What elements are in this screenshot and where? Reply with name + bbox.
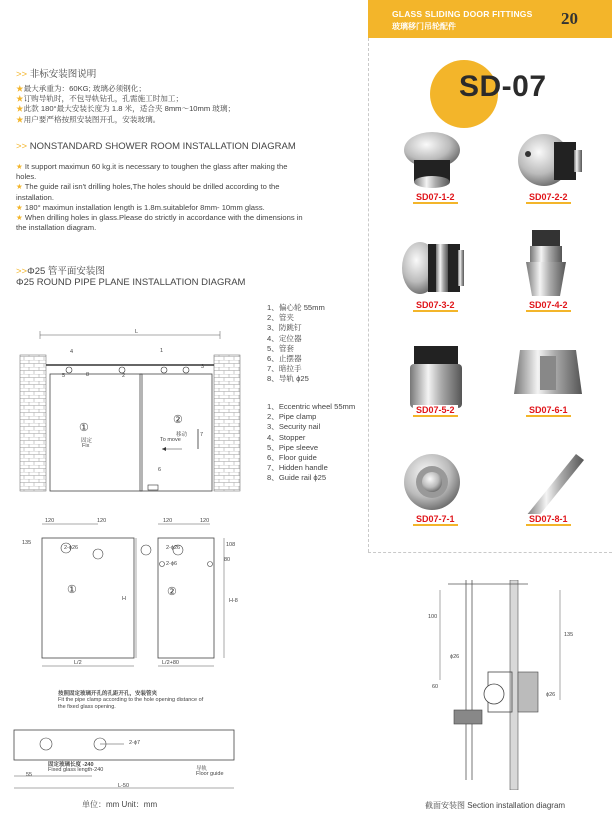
- label-move-cn: 移动: [176, 432, 188, 438]
- legend-cn: [267, 303, 363, 385]
- legend-item: 5、Pipe sleeve: [267, 442, 319, 452]
- hole-spec-rail: 2-ϕ7: [129, 740, 141, 746]
- section-caption: 截面安装图 Section installation diagram: [425, 801, 566, 810]
- sv-dim-26: ϕ26: [450, 654, 460, 660]
- legend-item: 7、暗拉手: [267, 364, 302, 374]
- callout-5: 5: [62, 373, 66, 379]
- dim-H: H: [122, 596, 126, 602]
- section1-list: [16, 84, 346, 125]
- part-6-1-image: [514, 350, 582, 394]
- dim-120-a: 120: [45, 518, 55, 524]
- legend-item: 3、防跳钉: [267, 323, 302, 333]
- sv-dim-26b: ϕ26: [546, 692, 556, 698]
- dim-L2: L/2: [74, 660, 82, 666]
- dim-120-b: 120: [97, 518, 107, 524]
- rail-en: Floor guide: [196, 771, 224, 777]
- part-label: SD07-5-2: [413, 405, 458, 417]
- part-4-2-image: [526, 230, 566, 296]
- dim-108: 108: [226, 542, 236, 548]
- header-title-en: GLASS SLIDING DOOR FITTINGS: [392, 9, 533, 19]
- callout-6: 6: [158, 467, 162, 473]
- diagram-title-cn: >>Φ25 管平面安装图: [16, 266, 105, 277]
- legend-item: 3、Security nail: [267, 422, 321, 432]
- unit-note: 单位：mm Unit：mm: [82, 800, 158, 809]
- panel-2-number: ②: [173, 414, 183, 426]
- dim-55: 55: [26, 772, 33, 778]
- dim-H8: H-8: [229, 598, 238, 604]
- legend-item: 2、管夹: [267, 313, 295, 323]
- part-label: SD07-4-2: [526, 300, 571, 312]
- note-en: Fit the pipe clamp according to the hole opening distance of the fixed glass opening.: [58, 697, 204, 710]
- glass-drilling-diagram: [14, 516, 246, 672]
- sv-dim-100: 100: [428, 614, 438, 620]
- legend-item: 4、定位器: [267, 333, 302, 343]
- section2-list: [16, 162, 306, 233]
- legend-item: 7、Hidden handle: [267, 463, 328, 473]
- dim-L2-80: L/2+80: [162, 660, 179, 666]
- list-item: ★ The guide rail isn't drilling holes,The holes should be drilled according to the installation.: [16, 182, 280, 202]
- part-7-1-image: [404, 454, 460, 510]
- legend-item: 8、Guide rail ϕ25: [267, 473, 327, 483]
- legend-item: 5、管套: [267, 343, 295, 353]
- callout-1: 1: [160, 348, 164, 354]
- legend-en: [267, 402, 363, 484]
- list-item: ★ 180° maximun installation length is 1.8m.suitablefor 8mm- 10mm glass.: [16, 202, 265, 212]
- diagram-title-en: Φ25 ROUND PIPE PLANE INSTALLATION DIAGRAM: [16, 277, 246, 288]
- part-8-1-image: [526, 454, 584, 522]
- part-label: SD07-1-2: [413, 192, 458, 204]
- part-5-2-image: [410, 346, 462, 408]
- part-label: SD07-6-1: [526, 405, 571, 417]
- list-item: ★订购导轨时，不包导轨钻孔，孔需施工时加工；: [16, 94, 184, 104]
- legend-item: 6、Floor guide: [267, 453, 317, 463]
- callout-4: 4: [70, 349, 74, 355]
- part-label: SD07-3-2: [413, 300, 458, 312]
- dim-120-d: 120: [200, 518, 210, 524]
- dim-L50: L-50: [118, 783, 130, 789]
- dim-135: 135: [22, 540, 32, 546]
- section-view-diagram: [410, 580, 610, 790]
- front-elevation-diagram: [14, 325, 246, 495]
- section-title-cn: >> 非标安装图说明: [16, 69, 97, 80]
- divider-vertical: [368, 38, 369, 552]
- callout-2: 2: [122, 373, 126, 379]
- model-number: SD-07: [459, 70, 547, 103]
- dim-L: L: [135, 329, 139, 335]
- sv-dim-135: 135: [564, 632, 574, 638]
- glass-2-number: ②: [167, 586, 177, 598]
- legend-item: 1、偏心轮 55mm: [267, 303, 325, 312]
- legend-item: 8、导轨 ϕ25: [267, 374, 309, 384]
- note-cn: 按照固定玻璃开孔的孔距开孔，安装管夹: [58, 691, 158, 697]
- part-1-2-image: [404, 132, 460, 188]
- list-item: ★此款 180°最大安装长度为 1.8 米，适合夹 8mm～10mm 玻璃；: [16, 104, 236, 114]
- legend-item: 2、Pipe clamp: [267, 412, 317, 422]
- part-label: SD07-2-2: [526, 192, 571, 204]
- fixed-len-cn: 固定玻璃长度 -240: [48, 762, 94, 768]
- part-label: SD07-7-1: [413, 514, 458, 526]
- callout-7: 7: [200, 432, 204, 438]
- label-fix-cn: 固定: [81, 438, 93, 444]
- hole-spec-3: 2-ϕ6: [166, 561, 178, 567]
- fixed-len-en: Fixed glass length-240: [48, 767, 104, 773]
- product-images: [380, 120, 604, 530]
- list-item: ★用户要严格按照安装图开孔，安装玻璃。: [16, 114, 161, 124]
- label-fix-en: Fix: [82, 443, 90, 449]
- part-3-2-image: [402, 242, 464, 294]
- rail-cn: 导轨: [196, 766, 208, 772]
- part-2-2-image: [518, 134, 582, 186]
- part-label: SD07-8-1: [526, 514, 571, 526]
- dim-120-c: 120: [163, 518, 173, 524]
- callout-3: 3: [201, 364, 205, 370]
- panel-1-number: ①: [79, 422, 89, 434]
- callout-8: 8: [86, 372, 90, 378]
- header-title-cn: 玻璃移门吊轮配件: [392, 22, 456, 31]
- hole-spec-2: 2-ϕ26: [166, 545, 181, 551]
- glass-1-number: ①: [67, 584, 77, 596]
- hole-spec-1: 2-ϕ26: [64, 545, 79, 551]
- divider-horizontal: [368, 552, 612, 553]
- sv-dim-60: 60: [432, 684, 439, 690]
- page-number: 20: [561, 9, 578, 28]
- list-item: ★最大承重为：60KG; 玻璃必须钢化；: [16, 84, 146, 93]
- legend-item: 4、Stopper: [267, 432, 306, 442]
- list-item: ★ When drilling holes in glass.Please do strictly in accordance with the dimensions in the installation diagram.: [16, 213, 303, 233]
- legend-item: 1、Eccentric wheel 55mm: [267, 402, 356, 411]
- dim-80: 80: [224, 557, 231, 563]
- legend-item: 6、止摆器: [267, 354, 302, 364]
- list-item: ★ It support maximun 60 kg.it is necessary to toughen the glass after making the holes.: [16, 162, 288, 182]
- label-move-en: To move: [160, 437, 181, 443]
- section-title-en: >> NONSTANDARD SHOWER ROOM INSTALLATION DIAGRAM: [16, 141, 296, 152]
- floor-guide-diagram: [10, 710, 246, 794]
